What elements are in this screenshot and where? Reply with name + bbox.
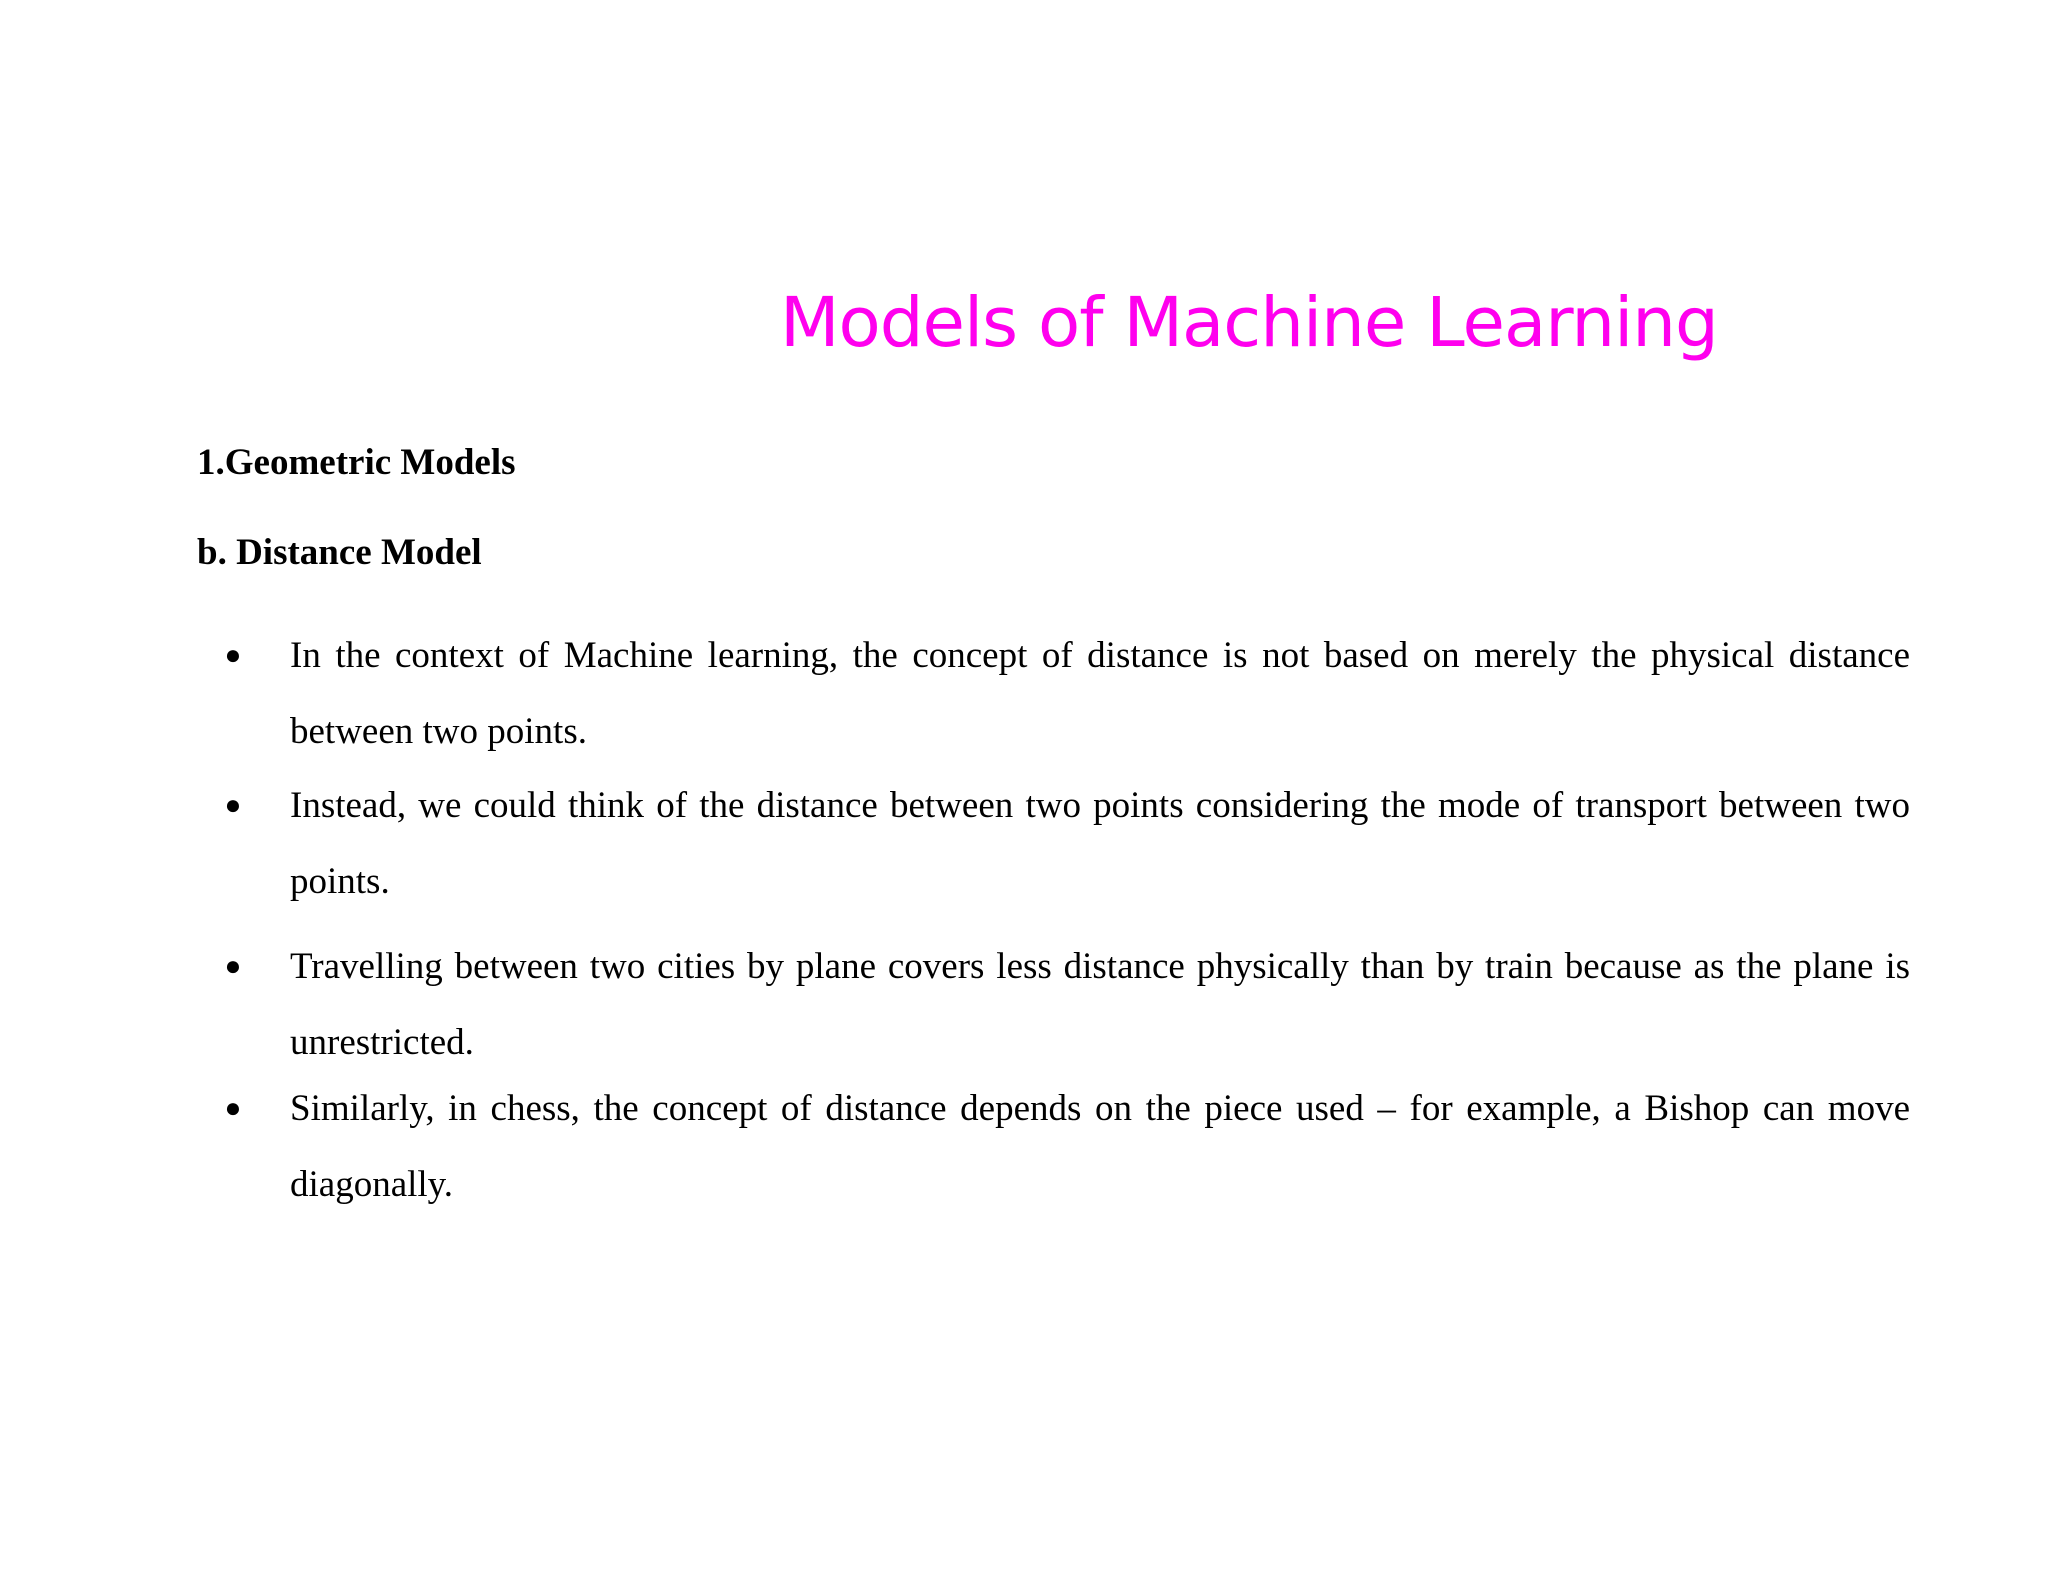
bullet-text: In the context of Machine learning, the concept of distance is not based on merely the physical distance between two points.	[290, 635, 1910, 752]
bullet-dot-icon: ●	[224, 640, 242, 671]
subsection-heading: b. Distance Model	[197, 532, 482, 573]
bullet-dot-icon: ●	[224, 1093, 242, 1124]
bullet-dot-icon: ●	[224, 951, 242, 982]
bullet-text: Instead, we could think of the distance between two points considering the mode of transport between two points.	[290, 785, 1910, 902]
section-heading: 1.Geometric Models	[197, 442, 516, 483]
bullet-text: Similarly, in chess, the concept of distance depends on the piece used – for example, a Bishop can move diagonally.	[290, 1088, 1910, 1205]
page-title: Models of Machine Learning	[780, 283, 1718, 363]
bullet-text: Travelling between two cities by plane covers less distance physically than by train because as the plane is unrestricted.	[290, 946, 1910, 1063]
bullet-dot-icon: ●	[224, 790, 242, 821]
